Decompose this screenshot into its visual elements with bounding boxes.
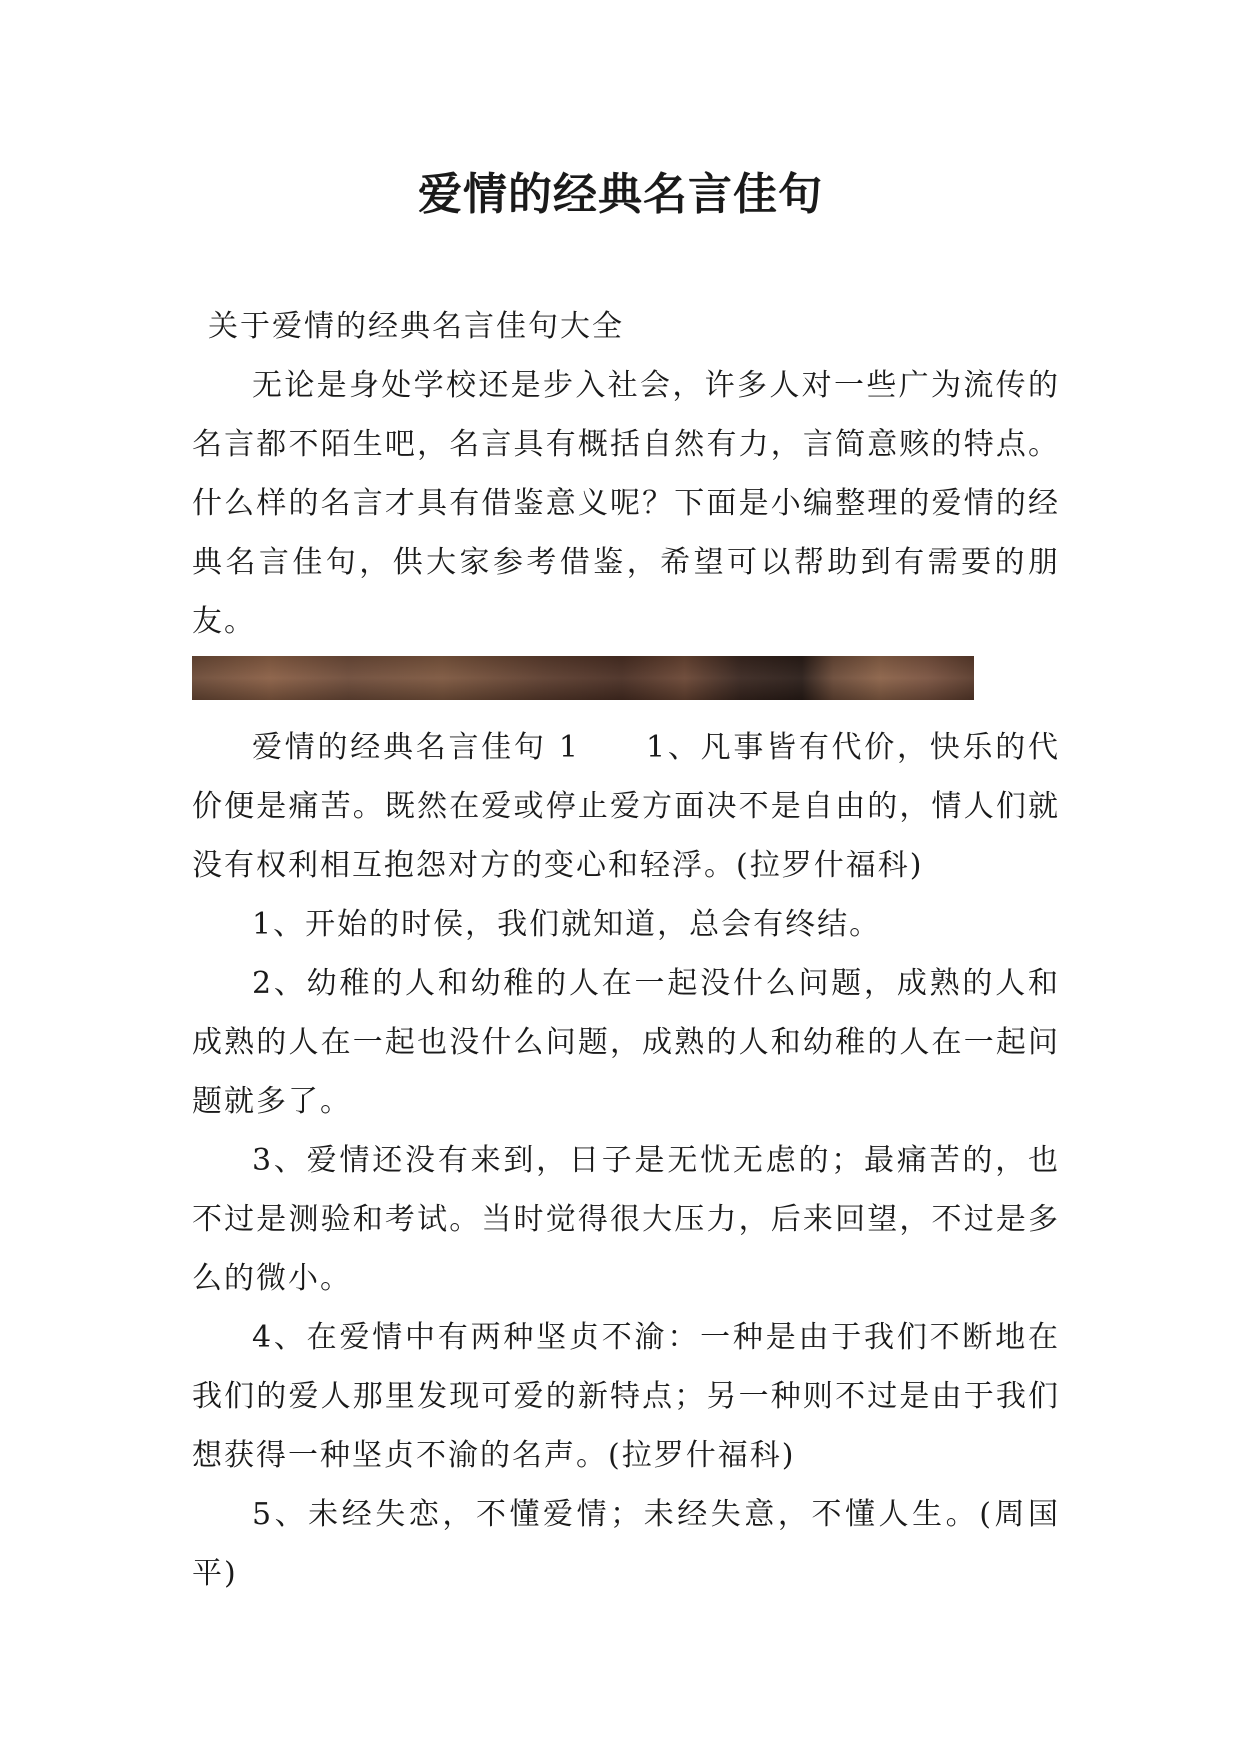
section-paragraph [192,718,1060,895]
section-first-quote: 1、凡事皆有代价，快乐的代价便是痛苦。既然在爱或停止爱方面决不是自由的，情人们就没有权利相互抱怨对方的变心和轻浮。(拉罗什福科) [192,730,1060,883]
document-title: 爱情的经典名言佳句 [418,169,823,220]
intro-paragraph: 无论是身处学校还是步入社会，许多人对一些广为流传的名言都不陌生吧，名言具有概括自然有力，言简意赅的特点。什么样的名言才具有借鉴意义呢？下面是小编整理的爱情的经典名言佳句，供大家参考借鉴，希望可以帮助到有需要的朋友。 [192,368,1060,639]
document-subtitle: 关于爱情的经典名言佳句大全 [208,309,624,344]
quote-item: 1、开始的时侯，我们就知道，总会有终结。 [252,907,882,942]
banner-image [192,656,974,700]
quote-item: 2、幼稚的人和幼稚的人在一起没什么问题，成熟的人和成熟的人在一起也没什么问题，成熟的人和幼稚的人在一起问题就多了。 [192,966,1060,1119]
quote-item: 4、在爱情中有两种坚贞不渝：一种是由于我们不断地在我们的爱人那里发现可爱的新特点；另一种则不过是由于我们想获得一种坚贞不渝的名声。(拉罗什福科) [192,1320,1060,1473]
quote-item: 3、爱情还没有来到，日子是无忧无虑的；最痛苦的，也不过是测验和考试。当时觉得很大压力，后来回望，不过是多么的微小。 [192,1143,1060,1296]
document-body [192,297,1060,1603]
section-heading: 爱情的经典名言佳句 1 [252,730,581,765]
quote-item: 5、未经失恋，不懂爱情；未经失意，不懂人生。(周国平) [192,1497,1060,1591]
